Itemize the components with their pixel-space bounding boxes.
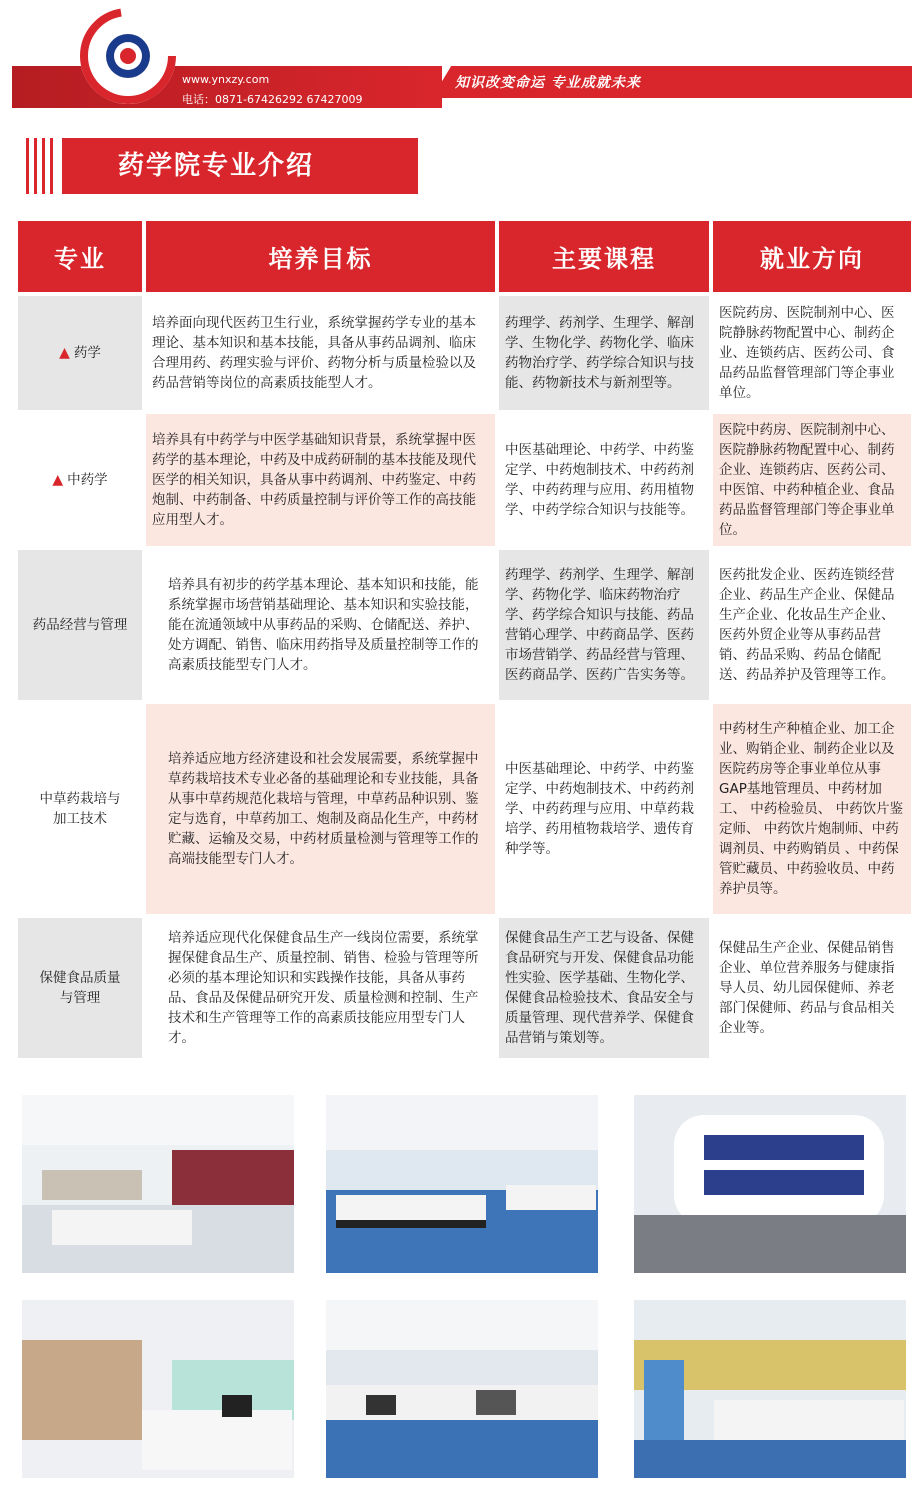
chemistry-lab-photo bbox=[326, 1300, 598, 1478]
goal-cell bbox=[146, 296, 495, 410]
lab-room-photo bbox=[326, 1095, 598, 1273]
courses-text: 药理学、药剂学、生理学、解剖学、生物化学、药物化学、临床药物治疗学、药学综合知识与技能、药物新技术与新剂型等。 bbox=[505, 315, 694, 391]
courses-text: 中医基础理论、中药学、中药鉴定学、中药炮制技术、中药药剂学、中药药理与应用、中草药栽培学、药用植物栽培学、遗传育种学等。 bbox=[505, 761, 694, 857]
courses-text: 保健食品生产工艺与设备、保健食品研究与开发、保健食品功能性实验、医学基础、生物化学、保健食品检验技术、食品安全与质量管理、现代营养学、保健食品营销与策划等。 bbox=[505, 930, 694, 1046]
table-row bbox=[18, 414, 911, 546]
table-row bbox=[18, 918, 911, 1058]
courses-cell bbox=[499, 296, 709, 410]
header-jobs: 就业方向 bbox=[713, 221, 911, 292]
specimen-room-photo bbox=[634, 1095, 906, 1273]
goal-text: 培养适应现代化保健食品生产一线岗位需要，系统掌握保健食品生产、质量控制、销售、检验与管理等所必须的基本理论知识和实践操作技能，具备从事药品、食品及保健品研究开发、质量检测和控制、生产技术和生产管理等工作的高素质技能应用型专门人才。 bbox=[168, 930, 479, 1046]
goal-cell bbox=[146, 918, 495, 1058]
jobs-cell bbox=[713, 296, 911, 410]
goal-text: 培养具有初步的药学基本理论、基本知识和技能，能系统掌握市场营销基础理论、基本知识和实验技能，能在流通领域中从事药品的采购、仓储配送、养护、处方调配、销售、临床用药指导及质量控制等工作的高素质技能型专门人才。 bbox=[168, 577, 479, 673]
major-cell bbox=[18, 550, 142, 700]
triangle-marker-icon: ▲ bbox=[59, 345, 70, 361]
goal-cell bbox=[146, 704, 495, 914]
header-goal: 培养目标 bbox=[146, 221, 495, 292]
courses-cell bbox=[499, 704, 709, 914]
courses-text: 中医基础理论、中药学、中药鉴定学、中药炮制技术、中药药剂学、中药药理与应用、药用植物学、中药学综合知识与技能等。 bbox=[505, 442, 694, 518]
courses-text: 药理学、药剂学、生理学、解剖学、药物化学、临床药物治疗学、药学综合知识与技能、药品营销心理学、中药商品学、医药市场营销学、药品经营与管理、医药商品学、医药广告实务等。 bbox=[505, 567, 694, 683]
jobs-text: 医院药房、医院制剂中心、医院静脉药物配置中心、制药企业、连锁药店、医药公司、食品药品监督管理部门等企事业单位。 bbox=[719, 305, 895, 401]
major-cell bbox=[18, 296, 142, 410]
page-header bbox=[0, 0, 923, 120]
major-cell bbox=[18, 414, 142, 546]
major-name: 中草药栽培与加工技术 bbox=[39, 791, 121, 827]
goal-cell bbox=[146, 414, 495, 546]
jobs-text: 医院中药房、医院制剂中心、医院静脉药物配置中心、制药企业、连锁药店、医药公司、中医馆、中药种植企业、食品药品监督管理部门等企事业单位。 bbox=[719, 422, 895, 538]
title-stripes bbox=[22, 138, 62, 194]
jobs-cell bbox=[713, 918, 911, 1058]
header-phone: 电话：0871-67426292 67427009 bbox=[182, 93, 363, 106]
table-header bbox=[18, 221, 911, 292]
jobs-cell bbox=[713, 550, 911, 700]
goal-text: 培养具有中药学与中医学基础知识背景，系统掌握中医药学的基本理论，中药及中成药研制的基本技能及现代医学的相关知识，具备从事中药调剂、中药鉴定、中药炮制、中药制备、中药质量控制与评价等工作的高技能应用型人才。 bbox=[152, 432, 476, 528]
page-title: 药学院专业介绍 bbox=[62, 138, 418, 194]
table-row bbox=[18, 550, 911, 700]
jobs-text: 医药批发企业、医药连锁经营企业、药品生产企业、保健品生产企业、化妆品生产企业、医药外贸企业等从事药品营销、药品采购、药品仓储配送、药品养护及管理等工作。 bbox=[719, 567, 895, 683]
college-logo-icon bbox=[80, 8, 176, 104]
jobs-cell bbox=[713, 704, 911, 914]
courses-cell bbox=[499, 550, 709, 700]
courses-cell bbox=[499, 918, 709, 1058]
majors-table bbox=[18, 221, 911, 1058]
jobs-cell bbox=[713, 414, 911, 546]
jobs-text: 中药材生产种植企业、加工企业、购销企业、制药企业以及医院药房等企事业单位从事GAP基地管理员、中药材加工、 中药检验员、 中药饮片鉴定师、 中药饮片炮制师、中药调剂员、中药购销员 、中药保管贮藏员、中药验收员、中药养护员等。 bbox=[719, 721, 904, 897]
major-cell bbox=[18, 918, 142, 1058]
pharmacy-room-photo bbox=[22, 1095, 294, 1273]
table-row bbox=[18, 296, 911, 410]
header-major: 专业 bbox=[18, 221, 142, 292]
major-name: 中药学 bbox=[67, 472, 108, 488]
header-slogan: 知识改变命运 专业成就未来 bbox=[455, 75, 641, 91]
courses-cell bbox=[499, 414, 709, 546]
pharmacy-counter-photo bbox=[22, 1300, 294, 1478]
goal-cell bbox=[146, 550, 495, 700]
major-name: 药品经营与管理 bbox=[32, 617, 128, 633]
testing-lab-photo bbox=[634, 1300, 906, 1478]
section-title-banner bbox=[22, 138, 418, 194]
header-courses: 主要课程 bbox=[499, 221, 709, 292]
header-website[interactable]: www.ynxzy.com bbox=[182, 73, 270, 86]
goal-text: 培养适应地方经济建设和社会发展需要，系统掌握中草药栽培技术专业必备的基础理论和专业技能，具备从事中草药规范化栽培与管理，中草药品种识别、鉴定与选育，中草药加工、炮制及商品化生产，中药材贮藏、运输及交易，中药材质量检测与管理等工作的高端技能型专门人才。 bbox=[168, 751, 479, 867]
triangle-marker-icon: ▲ bbox=[52, 472, 64, 488]
major-name: 药学 bbox=[73, 345, 101, 361]
jobs-text: 保健品生产企业、保健品销售企业、单位营养服务与健康指导人员、幼儿园保健师、养老部门保健师、药品与食品相关企业等。 bbox=[719, 940, 895, 1036]
major-cell bbox=[18, 704, 142, 914]
goal-text: 培养面向现代医药卫生行业，系统掌握药学专业的基本理论、基本知识和基本技能，具备从事药品调剂、临床合理用药、药理实验与评价、药物分析与质量检验以及药品营销等岗位的高素质技能型人才。 bbox=[152, 315, 476, 391]
major-name: 保健食品质量与管理 bbox=[39, 970, 121, 1006]
table-row bbox=[18, 704, 911, 914]
